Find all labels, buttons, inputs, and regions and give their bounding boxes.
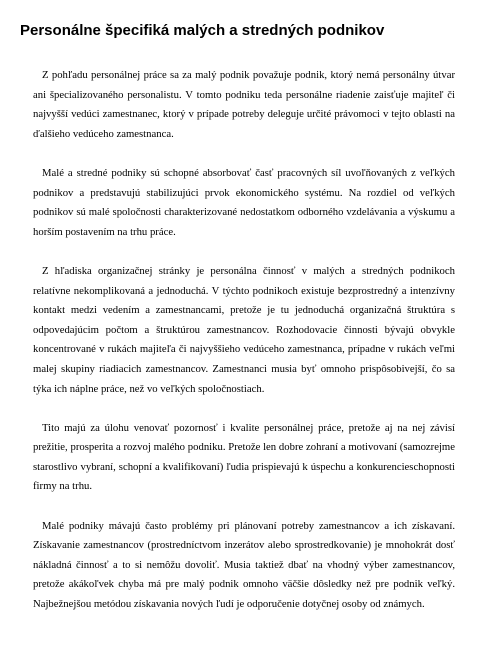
document-title: Personálne špecifiká malých a stredných podnikov: [20, 22, 385, 39]
paragraph-3: Z hľadiska organizačnej stránky je personálna činnosť v malých a stredných podnikoch relatívne nekomplikovaná a jednoduchá. V týchto podnikoch existuje bezprostredný a intenzívny kontakt medzi vedením a zamestnancami, pretože je tu jednoduchá organizačná štruktúra s odpovedajúcim počtom a štruktúrou zamestnancov. Rozhodovacie činnosti bývajú obvykle koncentrované v rukách majiteľa či najvyššieho vedúceho zamestnanca, prípadne v rukách veľmi malej skupiny riadiacich zamestnancov. Zamestnanci musia byť omnoho prispôsobivejší, čo sa týka ich náplne práce, než vo veľkých spoločnostiach.: [33, 264, 455, 395]
paragraph-1: Z pohľadu personálnej práce sa za malý podnik považuje podnik, ktorý nemá personálny útvar ani špecializovaného personalistu. V tomto podniku teda personálne riadenie zaisťuje majiteľ či najvyšší vedúci zamestnanec, ktorý v prípade potreby deleguje určité právomoci v tejto oblasti na ďalšieho vedúceho zamestnanca.: [33, 69, 455, 140]
paragraph-2: Malé a stredné podniky sú schopné absorbovať časť pracovných síl uvoľňovaných z veľkých podnikov a predstavujú stabilizujúci prvok ekonomického systému. Na rozdiel od veľkých podnikov sú malé spoločnosti charakterizované nedostatkom odborného vzdelávania a výskumu a horším postavením na trhu práce.: [33, 166, 455, 238]
paragraph-5: Malé podniky mávajú často problémy pri plánovaní potreby zamestnancov a ich získavaní. Získavanie zamestnancov (prostredníctvom inzerátov alebo sprostredkovanie) je mnohokrát dosť nákladná činnosť a to si nemôžu dovoliť. Musia taktiež dbať na vhodný výber zamestnancov, pretože akákoľvek chyba má pre malý podnik omnoho väčšie dôsledky než pre podnik veľký. Najbežnejšou metódou získavania nových ľudí je odporučenie dotyčnej osoby od známych.: [33, 519, 455, 611]
paragraph-4: Tito majú za úlohu venovať pozornosť i kvalite personálnej práce, pretože aj na nej závisí prežitie, prosperita a rozvoj malého podniku. Pretože len dobre zohraní a motivovaní (samozrejme starostlivo vybraní, schopní a kvalifikovaní) ľudia prispievajú k úspechu a konkurencieschopnosti firmy na trhu.: [33, 421, 455, 493]
document-body: [33, 66, 455, 615]
